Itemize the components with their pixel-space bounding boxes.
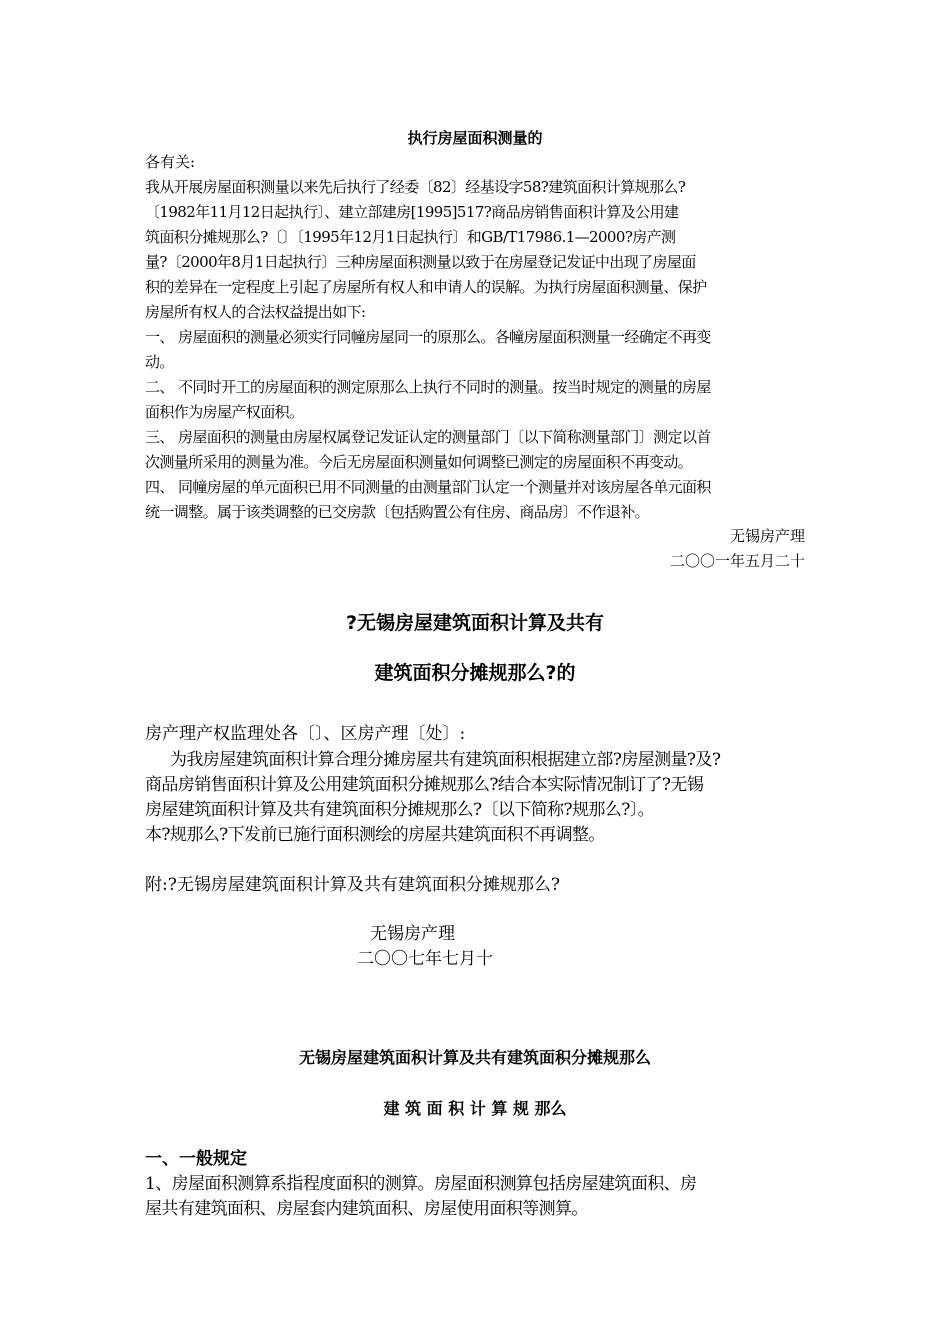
notice1-intro-line: 量?〔2000年8月1日起执行〕三种房屋面积测量以致于在房屋登记发证中出现了房屋面 [145, 253, 696, 271]
notice1-intro-line: 筑面积分摊规那么?〔〕〔1995年12月1日起执行〕和GB/T17986.1—2000?房产测 [145, 228, 676, 246]
rules-subtitle: 建 筑 面 积 计 算 规 那么 [383, 1099, 567, 1118]
notice1-salutation: 各有关: [145, 153, 196, 171]
notice1-item-3: 三、 房屋面积的测量由房屋权属登记发证认定的测量部门〔以下简称测量部门〕测定以首 [145, 428, 711, 446]
notice2-body-line: 房屋建筑面积计算及共有建筑面积分摊规那么?〔以下简称?规那么?〕。 [145, 800, 655, 820]
notice1-item-1-cont: 动。 [145, 353, 174, 371]
rules-title: 无锡房屋建筑面积计算及共有建筑面积分摊规那么 [298, 1048, 651, 1067]
notice1-title: 执行房屋面积测量的 [407, 129, 543, 147]
notice2-body-line: 商品房销售面积计算及公用建筑面积分摊规那么?结合本实际情况制订了?无锡 [145, 775, 704, 795]
notice1-intro-line: 积的差异在一定程度上引起了房屋所有权人和申请人的误解。为执行房屋面积测量、保护 [145, 278, 707, 296]
notice2-attachment: 附:?无锡房屋建筑面积计算及共有建筑面积分摊规那么? [145, 875, 560, 895]
notice1-intro-line: 〔1982年11月12日起执行〕、建立部建房[1995]517?商品房销售面积计算及公用建 [145, 203, 679, 221]
notice2-signature: 无锡房产理 [370, 924, 455, 944]
notice1-item-3-cont: 次测量所采用的测量为准。今后无房屋面积测量如何调整已测定的房屋面积不再变动。 [145, 453, 693, 471]
notice2-body-line: 为我房屋建筑面积计算合理分摊房屋共有建筑面积根据建立部?房屋测量?及? [170, 750, 721, 770]
notice2-title-line1: ?无锡房屋建筑面积计算及共有 [345, 612, 605, 634]
rules-paragraph-line: 屋共有建筑面积、房屋套内建筑面积、房屋使用面积等测算。 [145, 1199, 588, 1219]
notice2-body-line: 本?规那么?下发前已施行面积测绘的房屋共建筑面积不再调整。 [145, 825, 605, 845]
notice1-item-4: 四、 同幢房屋的单元面积已用不同测量的由测量部门认定一个测量并对该房屋各单元面积 [145, 478, 711, 496]
notice1-intro-line: 房屋所有权人的合法权益提出如下: [145, 303, 366, 321]
notice1-date: 二〇〇一年五月二十 [669, 552, 805, 570]
notice1-intro-line: 我从开展房屋面积测量以来先后执行了经委〔82〕经基设字58?建筑面积计算规那么? [145, 178, 686, 196]
notice1-item-2: 二、 不同时开工的房屋面积的测定原那么上执行不同时的测量。按当时规定的测量的房屋 [145, 378, 711, 396]
rules-section-heading: 一、一般规定 [145, 1149, 247, 1169]
notice1-item-1: 一、 房屋面积的测量必须实行同幢房屋同一的原那么。各幢房屋面积测量一经确定不再变 [145, 328, 711, 346]
notice1-item-4-cont: 统一调整。属于该类调整的已交房款〔包括购置公有住房、商品房〕不作退补。 [145, 503, 650, 521]
notice2-title-line2: 建筑面积分摊规那么?的 [374, 662, 576, 684]
notice2-salutation: 房产理产权监理处各〔〕、区房产理〔处〕: [145, 724, 466, 744]
notice1-item-2-cont: 面积作为房屋产权面积。 [145, 403, 304, 421]
notice2-date: 二〇〇七年七月十 [357, 949, 493, 969]
rules-paragraph-line: 1、房屋面积测算系指程度面积的测算。房屋面积测算包括房屋建筑面积、房 [145, 1174, 697, 1194]
notice1-signature: 无锡房产理 [729, 527, 805, 545]
